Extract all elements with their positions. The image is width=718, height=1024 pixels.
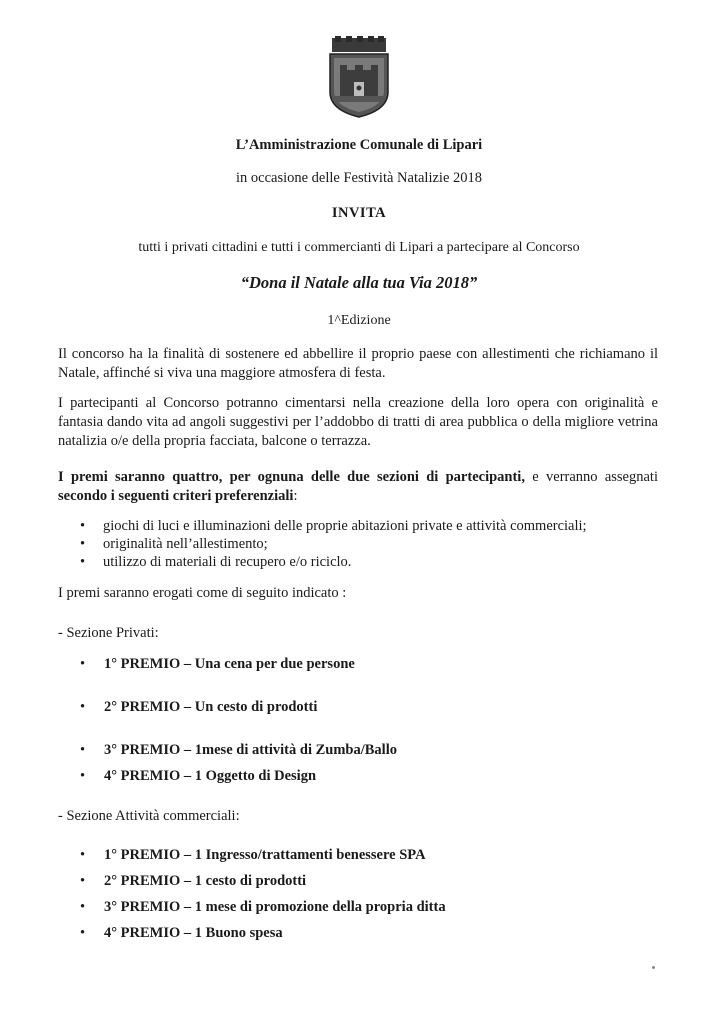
criterion-text: originalità nell’allestimento; [103,536,268,552]
invitees-line: tutti i privati cittadini e tutti i commercianti di Lipari a partecipare al Concorso [138,240,580,255]
commercial-prize-3: 3° PREMIO – 1 mese di promozione della propria ditta [104,899,446,915]
list-item [80,899,446,916]
scan-speck [652,966,655,969]
commercial-prize-4: 4° PREMIO – 1 Buono spesa [104,925,283,941]
list-item [80,873,306,890]
list-item [80,925,283,942]
criterion-text: giochi di luci e illuminazioni delle proprie abitazioni private e attività commerciali; [103,518,587,534]
bullet-icon: • [80,518,86,534]
bullet-icon: • [80,742,86,758]
prizes-intro-bold-1: I premi saranno quattro, per ognuna delle due sezioni di partecipanti, [58,469,525,485]
bullet-icon: • [80,699,86,715]
list-item [58,535,587,553]
edition-line: 1^Edizione [327,313,391,328]
contest-title: “Dona il Natale alla tua Via 2018” [240,273,478,292]
bullet-icon: • [80,873,86,889]
purpose-paragraph: Il concorso ha la finalità di sostenere ed abbellire il proprio paese con allestimenti che richiamano il Natale, affinché si viva una maggiore atmosfera di festa. [58,346,658,381]
municipal-coat-of-arms-icon [326,36,392,118]
private-prize-1: 1° PREMIO – Una cena per due persone [104,656,355,672]
criterion-text: utilizzo di materiali di recupero e/o riciclo. [103,554,352,570]
list-item [80,847,426,864]
list-item [80,768,316,785]
bullet-icon: • [80,768,86,784]
bullet-icon: • [80,925,86,941]
commercial-prize-1: 1° PREMIO – 1 Ingresso/trattamenti benessere SPA [104,847,426,863]
list-item [80,742,397,759]
section-private-heading: - Sezione Privati: [58,625,159,641]
bullet-icon: • [80,536,86,552]
invita-heading: INVITA [331,205,387,221]
occasion-line: in occasione delle Festività Natalizie 2018 [235,170,483,186]
private-prize-2: 2° PREMIO – Un cesto di prodotti [104,699,318,715]
bullet-icon: • [80,554,86,570]
bullet-icon: • [80,847,86,863]
criteria-list [58,517,587,571]
commercial-prize-2: 2° PREMIO – 1 cesto di prodotti [104,873,307,889]
prizes-intro-normal: e verranno assegnati [524,469,658,485]
list-item [58,517,587,535]
bullet-icon: • [80,899,86,915]
bullet-icon: • [80,656,86,672]
prizes-intro-end: : [293,488,298,504]
list-item [58,553,587,571]
administration-heading: L’Amministrazione Comunale di Lipari [235,137,483,153]
list-item [80,699,317,716]
prizes-intro-paragraph [58,468,658,506]
private-prize-4: 4° PREMIO – 1 Oggetto di Design [104,768,317,784]
prizes-intro-bold-2: secondo i seguenti criteri preferenziali [58,488,294,504]
section-commercial-heading: - Sezione Attività commerciali: [58,808,240,824]
prizes-delivery-line: I premi saranno erogati come di seguito indicato : [58,585,347,601]
participation-paragraph: I partecipanti al Concorso potranno cimentarsi nella creazione della loro opera con originalità e fantasia dando vita ad angoli suggestivi per l’addobbo di tratti di area pubblica o della migliore vetrina natalizia o/e della propria facciata, balcone o terrazza. [58,395,658,449]
list-item [80,656,355,673]
private-prize-3: 3° PREMIO – 1mese di attività di Zumba/Ballo [104,742,397,758]
